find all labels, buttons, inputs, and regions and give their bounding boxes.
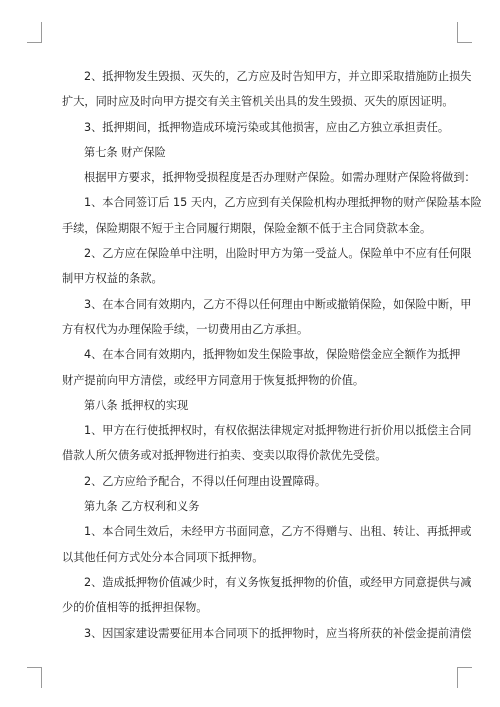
text-line: 2、乙方应在保险单中注明，出险时甲方为第一受益人。保险单中不应有任何限 — [84, 247, 472, 261]
crop-mark-top-right — [457, 22, 472, 43]
text-line: 借款人所欠债务或对抵押物进行拍卖、变卖以取得价款优先受偿。 — [62, 449, 387, 463]
text-line: 1、本合同签订后 15 天内，乙方应到有关保险机构办理抵押物的财产保险基本险 — [84, 196, 482, 210]
text-line: 制甲方权益的条款。 — [62, 272, 163, 286]
section-heading: 第七条 财产保险 — [84, 145, 166, 159]
text-line: 1、甲方在行使抵押权时，有权依据法律规定对抵押物进行折价用以抵偿主合同 — [84, 424, 472, 438]
text-line: 少的价值相等的抵押担保物。 — [62, 601, 208, 615]
text-line: 根据甲方要求，抵押物受损程度是否办理财产保险。如需办理财产保险将做到： — [84, 171, 476, 185]
text-line: 手续，保险期限不短于主合同履行期限，保险金额不低于主合同贷款本金。 — [62, 221, 432, 235]
text-line: 方有权代为办理保险手续，一切费用由乙方承担。 — [62, 322, 309, 336]
crop-mark-bottom-right — [457, 667, 472, 688]
text-line: 3、在本合同有效期内，乙方不得以任何理由中断或撤销保险，如保险中断，甲 — [84, 297, 472, 311]
text-line: 2、乙方应给予配合，不得以任何理由设置障碍。 — [84, 474, 327, 488]
text-line: 3、因国家建设需要征用本合同项下的抵押物时，应当将所获的补偿金提前清偿 — [84, 626, 472, 640]
text-line: 3、抵押期间，抵押物造成环境污染或其他损害，应由乙方独立承担责任。 — [84, 120, 450, 134]
document-body — [62, 64, 482, 646]
text-line: 2、抵押物发生毁损、灭失的，乙方应及时告知甲方，并立即采取措施防止损失 — [84, 70, 472, 83]
text-line: 1、本合同生效后，未经甲方书面同意，乙方不得赠与、出租、转让、再抵押或 — [84, 525, 472, 539]
section-heading: 第九条 乙方权利和义务 — [84, 500, 200, 514]
section-heading: 第八条 抵押权的实现 — [84, 398, 189, 412]
crop-mark-top-left — [27, 22, 42, 43]
crop-mark-bottom-left — [27, 667, 42, 688]
text-line: 2、造成抵押物价值减少时，有义务恢复抵押物的价值，或经甲方同意提供与减 — [84, 575, 472, 589]
text-line: 4、在本合同有效期内，抵押物如发生保险事故，保险赔偿金应全额作为抵押 — [84, 348, 461, 362]
text-line: 扩大，同时应及时向甲方提交有关主管机关出具的发生毁损、灭失的原因证明。 — [62, 95, 454, 109]
text-line: 财产提前向甲方清偿，或经甲方同意用于恢复抵押物的价值。 — [62, 373, 365, 387]
text-line: 以其他任何方式处分本合同项下抵押物。 — [62, 550, 264, 564]
